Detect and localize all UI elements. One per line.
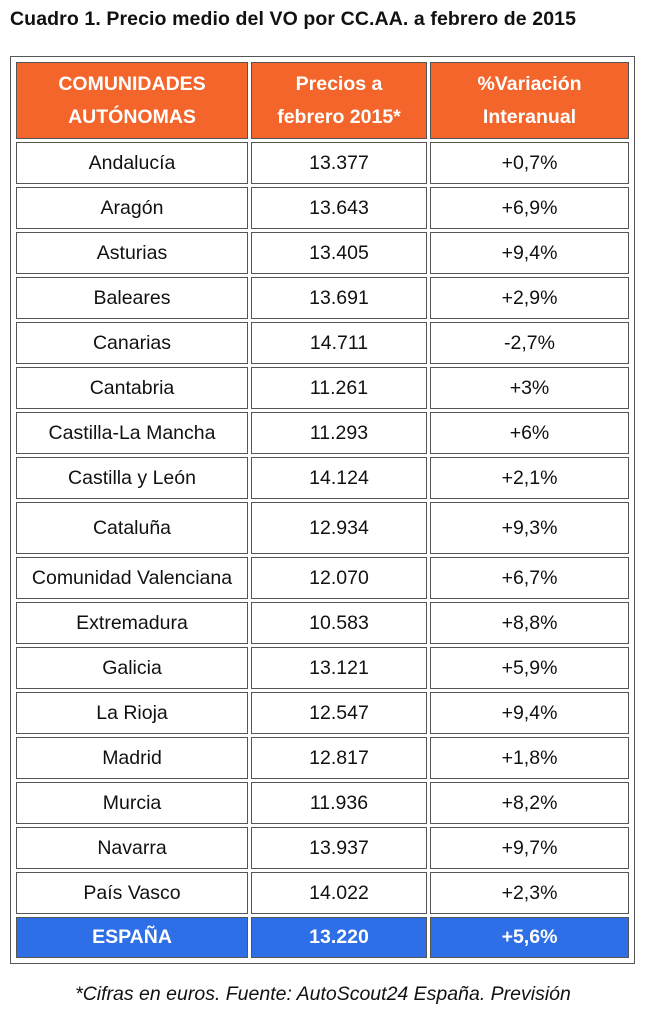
variation-cell: +9,3% xyxy=(430,502,629,554)
variation-cell: +6,9% xyxy=(430,187,629,229)
header-comunidades xyxy=(16,62,248,139)
variation-cell: +6% xyxy=(430,412,629,454)
table-row xyxy=(16,187,629,229)
region-cell: Murcia xyxy=(16,782,248,824)
price-cell: 12.547 xyxy=(251,692,427,734)
variation-cell: +2,1% xyxy=(430,457,629,499)
table-row xyxy=(16,142,629,184)
price-cell: 14.711 xyxy=(251,322,427,364)
table-row xyxy=(16,502,629,554)
table-title: Cuadro 1. Precio medio del VO por CC.AA. a febrero de 2015 xyxy=(10,8,577,30)
variation-cell: +1,8% xyxy=(430,737,629,779)
price-cell: 11.261 xyxy=(251,367,427,409)
table-row xyxy=(16,322,629,364)
region-cell: Extremadura xyxy=(16,602,248,644)
header-precios-line1: Precios a xyxy=(295,72,383,95)
region-cell: Cantabria xyxy=(16,367,248,409)
region-cell: Castilla-La Mancha xyxy=(16,412,248,454)
total-row xyxy=(16,917,629,958)
variation-cell: +9,4% xyxy=(430,232,629,274)
table-row xyxy=(16,647,629,689)
table-row xyxy=(16,367,629,409)
region-cell: Cataluña xyxy=(16,502,248,554)
header-comunidades-line2: AUTÓNOMAS xyxy=(68,105,196,128)
price-table xyxy=(13,59,632,961)
variation-cell: +8,8% xyxy=(430,602,629,644)
header-variacion-line2: Interanual xyxy=(482,105,577,128)
table-row xyxy=(16,692,629,734)
table-row xyxy=(16,232,629,274)
footnote: *Cifras en euros. Fuente: AutoScout24 España. Previsión xyxy=(75,983,571,1005)
variation-cell: +9,4% xyxy=(430,692,629,734)
region-cell: Madrid xyxy=(16,737,248,779)
variation-cell: +5,9% xyxy=(430,647,629,689)
table-row xyxy=(16,277,629,319)
price-cell: 12.070 xyxy=(251,557,427,599)
region-cell: Andalucía xyxy=(16,142,248,184)
header-precios-line2: febrero 2015* xyxy=(277,105,401,128)
price-cell: 11.293 xyxy=(251,412,427,454)
price-cell: 11.936 xyxy=(251,782,427,824)
price-cell: 12.817 xyxy=(251,737,427,779)
table-row xyxy=(16,412,629,454)
price-cell: 10.583 xyxy=(251,602,427,644)
price-cell: 12.934 xyxy=(251,502,427,554)
total-region-cell: ESPAÑA xyxy=(16,917,248,958)
table-row xyxy=(16,602,629,644)
variation-cell: +2,3% xyxy=(430,872,629,914)
header-variacion-line1: %Variación xyxy=(477,72,582,95)
table-row xyxy=(16,737,629,779)
variation-cell: +9,7% xyxy=(430,827,629,869)
total-variation-cell: +5,6% xyxy=(430,917,629,958)
region-cell: Galicia xyxy=(16,647,248,689)
region-cell: La Rioja xyxy=(16,692,248,734)
price-cell: 14.022 xyxy=(251,872,427,914)
table-row xyxy=(16,557,629,599)
price-cell: 13.643 xyxy=(251,187,427,229)
header-precios xyxy=(251,62,427,139)
price-cell: 13.377 xyxy=(251,142,427,184)
header-variacion xyxy=(430,62,629,139)
price-table-container xyxy=(10,56,635,964)
region-cell: País Vasco xyxy=(16,872,248,914)
region-cell: Comunidad Valenciana xyxy=(16,557,248,599)
variation-cell: +3% xyxy=(430,367,629,409)
variation-cell: +0,7% xyxy=(430,142,629,184)
header-row xyxy=(16,62,629,139)
price-cell: 13.121 xyxy=(251,647,427,689)
price-cell: 13.691 xyxy=(251,277,427,319)
table-row xyxy=(16,457,629,499)
region-cell: Castilla y León xyxy=(16,457,248,499)
region-cell: Canarias xyxy=(16,322,248,364)
table-row xyxy=(16,827,629,869)
table-row xyxy=(16,872,629,914)
variation-cell: +6,7% xyxy=(430,557,629,599)
region-cell: Baleares xyxy=(16,277,248,319)
table-row xyxy=(16,782,629,824)
region-cell: Navarra xyxy=(16,827,248,869)
header-comunidades-line1: COMUNIDADES xyxy=(58,72,206,95)
region-cell: Asturias xyxy=(16,232,248,274)
price-cell: 13.405 xyxy=(251,232,427,274)
total-price-cell: 13.220 xyxy=(251,917,427,958)
price-cell: 14.124 xyxy=(251,457,427,499)
variation-cell: +2,9% xyxy=(430,277,629,319)
region-cell: Aragón xyxy=(16,187,248,229)
variation-cell: +8,2% xyxy=(430,782,629,824)
price-cell: 13.937 xyxy=(251,827,427,869)
variation-cell: -2,7% xyxy=(430,322,629,364)
